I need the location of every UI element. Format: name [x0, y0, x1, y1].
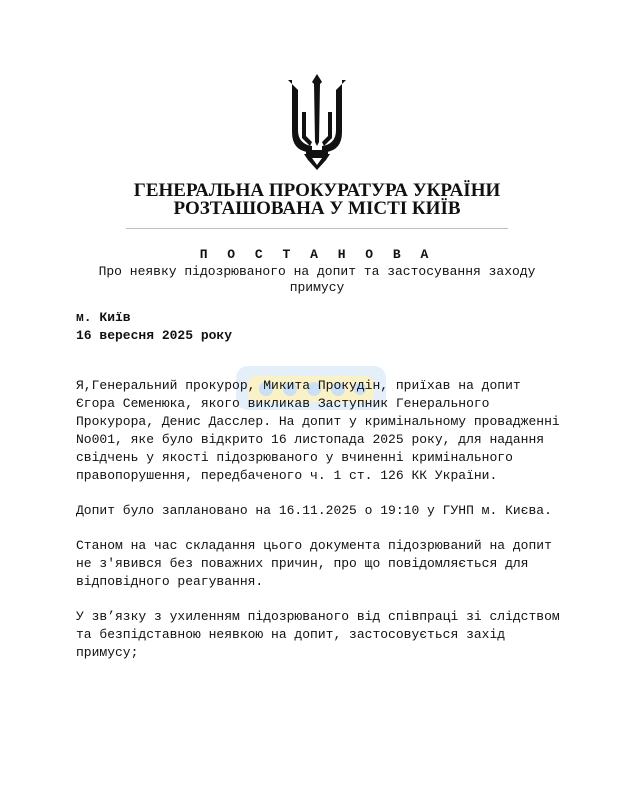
document-date: 16 вересня 2025 року	[76, 328, 233, 343]
document-type: П О С Т А Н О В А	[199, 247, 435, 262]
organization-location: РОЗТАШОВАНА У МІСТІ КИЇВ	[173, 198, 461, 219]
body-paragraph: Я,Генеральний прокурор, Микита Прокудін, приїхав на допит Єгора Семенюка, якого викликав Заступник Генерального Прокурора, Денис Дасслер. На допит у кримінальному провадженні No001, яке було відкрито 16 листопада 2025 року, для надання свідчень у якості підозрюваного у вчиненні кримінального правопорушення, передбаченого ч. 1 ст. 126 КК України.	[76, 378, 560, 483]
body-paragraph: Допит було заплановано на 16.11.2025 о 19:10 у ГУНП м. Києва.	[76, 503, 552, 518]
organization-name: ГЕНЕРАЛЬНА ПРОКУРАТУРА УКРАЇНИ	[133, 180, 501, 201]
body-paragraph: У зв’язку з ухиленням підозрюваного від співпраці зі слідством та безпідставною неявкою на допит, застосовується захід примусу;	[76, 609, 560, 660]
document-subject: Про неявку підозрюваного на допит та застосування заходу примусу	[98, 264, 536, 295]
document-body	[76, 377, 566, 679]
trident-icon	[282, 72, 352, 172]
document-city: м. Київ	[76, 310, 131, 325]
body-paragraph: Станом на час складання цього документа підозрюваний на допит не з'явився без поважних причин, про що повідомляється для відповідного реагування.	[76, 538, 552, 589]
header-divider	[126, 228, 508, 229]
